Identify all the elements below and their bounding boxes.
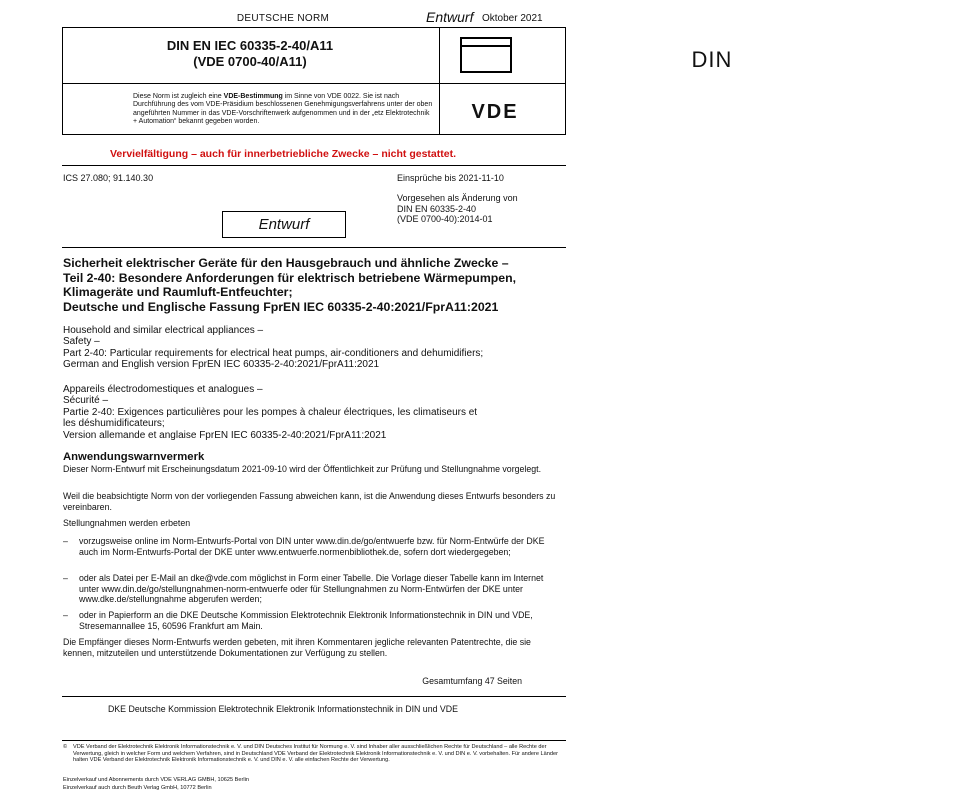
sales-line: Einzelverkauf und Abonnements durch VDE VERLAG GMBH, 10625 Berlin [63,777,249,783]
norm-type-label: DEUTSCHE NORM [236,13,330,24]
list-item [63,610,563,632]
vde-notice-after: im Sinne von VDE 0022. Sie ist nach Durchführung des vom VDE-Präsidium beschlossenen Genehmigungsverfahrens unter der oben angeführten Nummer in das VDE-Vorschriftenwerk aufgenommen und in der „etz Elektrotechnik + Automation“ bekannt gegeben worden. [133,93,433,126]
application-paragraph: Weil die beabsichtigte Norm von der vorliegenden Fassung abweichen kann, ist die Anwendung dieses Entwurfs besonders zu vereinbaren. [63,491,556,512]
intended-line: (VDE 0700-40):2014-01 [397,214,493,224]
din-logo [460,37,733,73]
title-french-line: Partie 2-40: Exigences particulières pour les pompes à chaleur électriques, les climatiseurs et [63,406,478,418]
title-english-line: Household and similar electrical appliances – [63,325,264,336]
ics-code: ICS 27.080; 91.140.30 [63,173,154,183]
total-pages: Gesamtumfang 47 Seiten [422,676,522,686]
copyright-text: VDE Verband der Elektrotechnik Elektronik Informationstechnik e. V. und DIN Deutsches Institut für Normung e. V. sind Inhaber aller ausschließlichen Rechte für Deutschland – alle Rechte der Verwertung, gleich in welcher Form und welchem Verfahren, sind in Deutschland VDE Verband der Elektrotechnik Elektronik Informationstechnik e. V. und DIN e. V. vorbehalten. Für andere Länder halten VDE Verband der Elektrotechnik Elektronik Informationstechnik e. V. und DIN e. V. alle einfachen Rechte der Verwertung. [73,744,558,764]
application-paragraph: Stellungnahmen werden erbeten [63,518,191,528]
application-paragraph: Die Empfänger dieses Norm-Entwurfs werden gebeten, mit ihren Kommentaren jegliche relevanten Patentrechte, die sie kennen, mitzuteilen und unterstützende Dokumentationen zur Verfügung zu stellen. [63,637,531,658]
title-english-line: Part 2-40: Particular requirements for electrical heat pumps, air-conditioners and dehumidifiers; [63,347,484,359]
divider-rule [62,247,566,248]
application-paragraph: Dieser Norm-Entwurf mit Erscheinungsdatum 2021-09-10 wird der Öffentlichkeit zur Prüfung und Stellungnahme vorgelegt. [63,464,542,474]
application-heading: Anwendungswarnvermerk [63,451,205,463]
dke-line: DKE Deutsche Kommission Elektrotechnik Elektronik Informationstechnik in DIN und VDE [107,704,459,714]
title-french-line: Version allemande et anglaise FprEN IEC 60335-2-40:2021/FprA11:2021 [63,429,387,441]
frame-divider-horizontal [63,83,565,84]
vde-notice-bold: VDE-Bestimmung [223,93,283,100]
document-number-line1: DIN EN IEC 60335-2-40/A11 [166,38,334,53]
document-number [62,38,438,70]
divider-rule [62,165,566,166]
title-german [63,256,563,314]
title-german-line: Klimageräte und Raumluft-Entfeuchter; [63,285,293,300]
draft-label: Entwurf [426,9,474,25]
title-french-line: les déshumidificateurs; [63,418,165,430]
document-number-line2: (VDE 0700-40/A11) [193,54,307,69]
intended-line: Vorgesehen als Änderung von [397,193,518,203]
draft-stamp: Entwurf [222,211,346,238]
list-item [63,573,563,605]
objection-deadline: Einsprüche bis 2021-11-10 [397,173,504,183]
list-dash: – [63,573,68,583]
divider-rule [62,740,566,741]
list-item [63,536,563,568]
list-item-text: vorzugsweise online im Norm-Entwurfs-Portal von DIN unter www.din.de/go/entwuerfe bzw. für Norm-Entwürfe der DKE auch im Norm-Entwurfs-Portal der DKE unter www.entwuerfe.normenbibliothek.de, sofern dort wiedergegeben; [79,536,545,557]
frame-divider-vertical [439,28,440,134]
title-english-line: Safety – [63,336,100,348]
title-german-line: Teil 2-40: Besondere Anforderungen für elektrisch betriebene Wärmepumpen, [63,270,517,285]
sales-line: Einzelverkauf auch durch Beuth Verlag GmbH, 10772 Berlin [63,785,212,791]
title-english-line: German and English version FprEN IEC 60335-2-40:2021/FprA11:2021 [63,359,380,371]
list-item-text: oder in Papierform an die DKE Deutsche Kommission Elektrotechnik Elektronik Informationstechnik in DIN und VDE, Stresemannallee 15, 60596 Frankfurt am Main. [79,610,533,631]
list-dash: – [63,610,68,620]
copyright-symbol: © [63,744,68,750]
list-item-text: oder als Datei per E-Mail an dke@vde.com möglichst in Form einer Tabelle. Die Vorlage dieser Tabelle kann im Internet unter www.din.de/go/stellungnahmen-norm-entwuerfe oder für Stellungnahmen zu Norm-Entwürfen der DKE unter www.dke.de/stellungnahme abgerufen werden; [79,573,544,604]
vde-logo: VDE [471,101,519,123]
title-french-line: Sécurité – [63,395,109,407]
din-logo-text: DIN [691,47,733,72]
reproduction-warning: Vervielfältigung – auch für innerbetriebliche Zwecke – nicht gestattet. [109,148,456,160]
intended-replacement [397,193,562,225]
title-english [63,325,563,371]
title-german-line: Sicherheit elektrischer Geräte für den Hausgebrauch und ähnliche Zwecke – [63,256,509,270]
title-french-line: Appareils électrodomestiques et analogues – [63,384,263,395]
title-french [63,384,563,441]
issue-date: Oktober 2021 [482,13,543,24]
list-dash: – [63,536,68,546]
vde-notice [133,93,435,127]
divider-rule [62,696,566,697]
vde-notice-before: Diese Norm ist zugleich eine [133,93,224,100]
title-german-line: Deutsche und Englische Fassung FprEN IEC 60335-2-40:2021/FprA11:2021 [63,299,499,314]
intended-line: DIN EN 60335-2-40 [397,203,477,214]
